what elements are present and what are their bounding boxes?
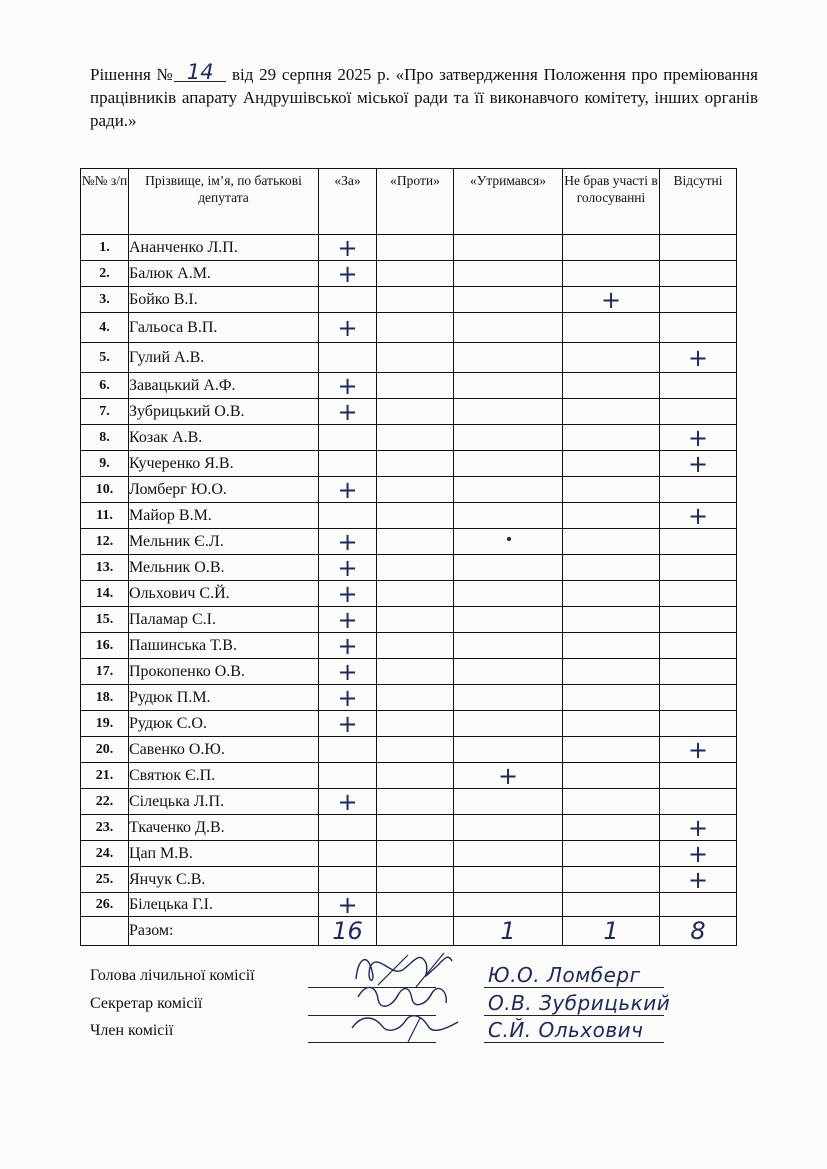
vote-cell-for	[319, 529, 377, 555]
vote-cell-abstain	[454, 529, 563, 555]
deputy-name: Янчук С.В.	[129, 867, 319, 893]
vote-cell-against	[377, 633, 454, 659]
vote-cell-absent	[660, 659, 737, 685]
deputy-name: Завацький А.Ф.	[129, 373, 319, 399]
vote-cell-against	[377, 789, 454, 815]
vote-cell-absent	[660, 529, 737, 555]
row-number: 2.	[81, 261, 129, 287]
vote-cell-not-voted	[563, 659, 660, 685]
vote-cell-not-voted	[563, 261, 660, 287]
vote-cell-for	[319, 373, 377, 399]
vote-cell-against	[377, 659, 454, 685]
row-number: 15.	[81, 607, 129, 633]
table-row	[81, 789, 737, 815]
vote-cell-for	[319, 399, 377, 425]
vote-cell-not-voted	[563, 235, 660, 261]
plus-mark-icon: +	[337, 372, 358, 399]
table-row	[81, 711, 737, 737]
plus-mark-icon: +	[687, 502, 709, 529]
vote-cell-against	[377, 685, 454, 711]
vote-cell-not-voted	[563, 343, 660, 373]
row-number: 14.	[81, 581, 129, 607]
row-number: 9.	[81, 451, 129, 477]
vote-cell-not-voted	[563, 841, 660, 867]
deputy-name: Ольхович С.Й.	[129, 581, 319, 607]
vote-cell-absent	[660, 685, 737, 711]
row-number: 24.	[81, 841, 129, 867]
vote-cell-abstain	[454, 685, 563, 711]
row-number: 22.	[81, 789, 129, 815]
vote-cell-absent	[660, 503, 737, 529]
deputy-name: Мельник О.В.	[129, 555, 319, 581]
table-row	[81, 529, 737, 555]
vote-cell-against	[377, 737, 454, 763]
vote-cell-for	[319, 763, 377, 789]
vote-cell-absent	[660, 399, 737, 425]
table-row	[81, 555, 737, 581]
row-number: 25.	[81, 867, 129, 893]
plus-mark-icon: +	[687, 424, 709, 451]
vote-cell-for	[319, 477, 377, 503]
plus-mark-icon: +	[337, 554, 358, 581]
deputy-name: Паламар С.І.	[129, 607, 319, 633]
row-number: 1.	[81, 235, 129, 261]
plus-mark-icon: +	[337, 260, 358, 287]
vote-cell-for	[319, 789, 377, 815]
vote-cell-abstain	[454, 789, 563, 815]
deputy-name: Савенко О.Ю.	[129, 737, 319, 763]
name-line	[484, 987, 664, 988]
vote-cell-absent	[660, 581, 737, 607]
vote-cell-for	[319, 581, 377, 607]
vote-cell-against	[377, 555, 454, 581]
deputy-name: Кучеренко Я.В.	[129, 451, 319, 477]
deputy-name: Рудюк С.О.	[129, 711, 319, 737]
vote-cell-not-voted	[563, 373, 660, 399]
vote-cell-abstain	[454, 399, 563, 425]
table-row	[81, 451, 737, 477]
vote-cell-abstain	[454, 893, 563, 917]
deputy-name: Пашинська Т.В.	[129, 633, 319, 659]
plus-mark-icon: +	[687, 840, 709, 867]
vote-cell-absent	[660, 555, 737, 581]
vote-cell-abstain	[454, 373, 563, 399]
table-row	[81, 867, 737, 893]
total-abstain: 1	[454, 917, 563, 946]
vote-cell-absent	[660, 313, 737, 343]
table-row	[81, 685, 737, 711]
signature-row-member	[90, 1018, 770, 1048]
vote-cell-abstain	[454, 581, 563, 607]
name-line	[484, 1042, 664, 1043]
vote-cell-abstain	[454, 287, 563, 313]
vote-cell-for	[319, 815, 377, 841]
vote-cell-against	[377, 399, 454, 425]
name-line	[484, 1015, 664, 1016]
vote-cell-abstain	[454, 607, 563, 633]
total-for: 16	[319, 917, 377, 946]
table-row	[81, 477, 737, 503]
vote-cell-not-voted	[563, 503, 660, 529]
vote-cell-against	[377, 815, 454, 841]
vote-cell-not-voted	[563, 529, 660, 555]
vote-cell-abstain	[454, 659, 563, 685]
table-row	[81, 633, 737, 659]
totals-row	[81, 917, 737, 946]
vote-cell-for	[319, 659, 377, 685]
vote-cell-against	[377, 607, 454, 633]
vote-cell-for	[319, 841, 377, 867]
vote-cell-not-voted	[563, 555, 660, 581]
deputy-name: Мельник Є.Л.	[129, 529, 319, 555]
plus-mark-icon: +	[687, 866, 709, 893]
deputy-name: Святюк Є.П.	[129, 763, 319, 789]
vote-cell-for	[319, 607, 377, 633]
vote-cell-not-voted	[563, 581, 660, 607]
vote-cell-not-voted	[563, 737, 660, 763]
vote-cell-for	[319, 867, 377, 893]
table-row	[81, 313, 737, 343]
plus-mark-icon: +	[337, 684, 358, 711]
totals-empty-cell	[81, 917, 129, 946]
plus-mark-icon: +	[687, 814, 709, 841]
vote-cell-not-voted	[563, 867, 660, 893]
header-for: «За»	[319, 169, 377, 235]
vote-cell-for	[319, 737, 377, 763]
header-row	[81, 169, 737, 235]
header-absent: Відсутні	[660, 169, 737, 235]
vote-cell-against	[377, 763, 454, 789]
handwritten-name: Ю.О. Ломберг	[488, 963, 641, 987]
vote-cell-abstain	[454, 737, 563, 763]
vote-cell-abstain	[454, 425, 563, 451]
plus-mark-icon: +	[337, 658, 358, 685]
vote-cell-not-voted	[563, 477, 660, 503]
vote-cell-abstain	[454, 503, 563, 529]
vote-cell-absent	[660, 373, 737, 399]
vote-cell-against	[377, 451, 454, 477]
totals-label: Разом:	[129, 917, 319, 946]
plus-mark-icon: +	[337, 234, 358, 261]
table-body	[81, 235, 737, 917]
total-not-voted: 1	[563, 917, 660, 946]
row-number: 5.	[81, 343, 129, 373]
vote-cell-for	[319, 685, 377, 711]
vote-cell-for	[319, 633, 377, 659]
vote-cell-not-voted	[563, 425, 660, 451]
signature-role: Голова лічильної комісії	[90, 967, 255, 984]
vote-cell-abstain	[454, 841, 563, 867]
vote-cell-for	[319, 503, 377, 529]
deputy-name: Ананченко Л.П.	[129, 235, 319, 261]
plus-mark-icon: +	[337, 710, 358, 737]
total-absent: 8	[660, 917, 737, 946]
vote-cell-absent	[660, 737, 737, 763]
row-number: 21.	[81, 763, 129, 789]
signature-role: Секретар комісії	[90, 995, 203, 1012]
plus-mark-icon: +	[337, 398, 358, 425]
vote-cell-for	[319, 261, 377, 287]
voting-table	[80, 168, 737, 946]
vote-cell-against	[377, 503, 454, 529]
vote-cell-not-voted	[563, 789, 660, 815]
vote-cell-absent	[660, 841, 737, 867]
vote-cell-not-voted	[563, 313, 660, 343]
vote-cell-against	[377, 287, 454, 313]
row-number: 23.	[81, 815, 129, 841]
row-number: 11.	[81, 503, 129, 529]
vote-cell-against	[377, 373, 454, 399]
row-number: 10.	[81, 477, 129, 503]
plus-mark-icon: +	[497, 762, 519, 789]
vote-cell-for	[319, 313, 377, 343]
row-number: 26.	[81, 893, 129, 917]
vote-cell-abstain	[454, 261, 563, 287]
row-number: 20.	[81, 737, 129, 763]
handwritten-name: О.В. Зубрицький	[488, 991, 671, 1015]
vote-cell-against	[377, 867, 454, 893]
plus-mark-icon: +	[337, 892, 358, 917]
row-number: 8.	[81, 425, 129, 451]
row-number: 17.	[81, 659, 129, 685]
deputy-name: Балюк А.М.	[129, 261, 319, 287]
signatures-block	[90, 963, 770, 1057]
table-row	[81, 287, 737, 313]
table-row	[81, 659, 737, 685]
table-row	[81, 893, 737, 917]
vote-cell-absent	[660, 425, 737, 451]
deputy-name: Прокопенко О.В.	[129, 659, 319, 685]
vote-cell-absent	[660, 451, 737, 477]
row-number: 16.	[81, 633, 129, 659]
plus-mark-icon: +	[600, 286, 622, 313]
signature-role: Член комісії	[90, 1022, 174, 1039]
vote-cell-against	[377, 841, 454, 867]
table-row	[81, 261, 737, 287]
vote-cell-against	[377, 343, 454, 373]
deputy-name: Майор В.М.	[129, 503, 319, 529]
vote-cell-not-voted	[563, 607, 660, 633]
row-number: 7.	[81, 399, 129, 425]
vote-cell-abstain	[454, 451, 563, 477]
plus-mark-icon: +	[337, 313, 358, 342]
vote-cell-not-voted	[563, 451, 660, 477]
ink-dot	[507, 537, 511, 541]
deputy-name: Гальоса В.П.	[129, 313, 319, 343]
vote-cell-not-voted	[563, 815, 660, 841]
deputy-name: Козак А.В.	[129, 425, 319, 451]
plus-mark-icon: +	[687, 343, 709, 372]
deputy-name: Ломберг Ю.О.	[129, 477, 319, 503]
plus-mark-icon: +	[687, 450, 709, 477]
vote-cell-against	[377, 893, 454, 917]
vote-cell-abstain	[454, 555, 563, 581]
vote-cell-against	[377, 581, 454, 607]
deputy-name: Гулий А.В.	[129, 343, 319, 373]
vote-cell-absent	[660, 763, 737, 789]
vote-cell-abstain	[454, 477, 563, 503]
plus-mark-icon: +	[337, 580, 358, 607]
vote-cell-not-voted	[563, 893, 660, 917]
handwritten-name: С.Й. Ольхович	[488, 1018, 644, 1042]
table-row	[81, 737, 737, 763]
deputy-name: Білецька Г.І.	[129, 893, 319, 917]
table-row	[81, 581, 737, 607]
vote-cell-absent	[660, 287, 737, 313]
vote-cell-against	[377, 261, 454, 287]
table-row	[81, 503, 737, 529]
vote-cell-abstain	[454, 711, 563, 737]
table-row	[81, 343, 737, 373]
row-number: 19.	[81, 711, 129, 737]
decision-title: від 29 серпня 2025 р. «Про затвердження Положення про преміювання працівників апарату Андрушівської міської ради та її виконавчого комітету, інших органів ради.»	[90, 65, 758, 130]
header-abstain: «Утримався»	[454, 169, 563, 235]
vote-cell-not-voted	[563, 633, 660, 659]
vote-cell-against	[377, 477, 454, 503]
total-against	[377, 917, 454, 946]
vote-cell-for	[319, 451, 377, 477]
vote-cell-for	[319, 343, 377, 373]
vote-cell-not-voted	[563, 399, 660, 425]
vote-cell-for	[319, 555, 377, 581]
plus-mark-icon: +	[337, 476, 358, 503]
decision-prefix: Рішення №	[90, 65, 175, 84]
vote-cell-abstain	[454, 633, 563, 659]
vote-cell-absent	[660, 867, 737, 893]
plus-mark-icon: +	[337, 632, 358, 659]
header-name: Прізвище, ім’я, по батькові депутата	[129, 169, 319, 235]
vote-cell-for	[319, 287, 377, 313]
vote-cell-absent	[660, 893, 737, 917]
vote-cell-abstain	[454, 867, 563, 893]
row-number: 13.	[81, 555, 129, 581]
vote-cell-absent	[660, 261, 737, 287]
table-row	[81, 373, 737, 399]
table-row	[81, 815, 737, 841]
deputy-name: Цап М.В.	[129, 841, 319, 867]
vote-cell-abstain	[454, 313, 563, 343]
vote-cell-for	[319, 711, 377, 737]
plus-mark-icon: +	[337, 788, 358, 815]
vote-cell-not-voted	[563, 685, 660, 711]
row-number: 12.	[81, 529, 129, 555]
vote-cell-against	[377, 711, 454, 737]
vote-cell-absent	[660, 711, 737, 737]
table-row	[81, 235, 737, 261]
vote-cell-absent	[660, 343, 737, 373]
deputy-name: Рудюк П.М.	[129, 685, 319, 711]
row-number: 6.	[81, 373, 129, 399]
vote-cell-abstain	[454, 815, 563, 841]
vote-cell-absent	[660, 477, 737, 503]
vote-cell-abstain	[454, 763, 563, 789]
table-row	[81, 841, 737, 867]
table-row	[81, 425, 737, 451]
vote-cell-for	[319, 425, 377, 451]
vote-cell-abstain	[454, 235, 563, 261]
plus-mark-icon: +	[337, 528, 358, 555]
vote-cell-against	[377, 313, 454, 343]
header-not-voted: Не брав участі в голосуванні	[563, 169, 660, 235]
vote-cell-for	[319, 893, 377, 917]
vote-cell-not-voted	[563, 287, 660, 313]
table-row	[81, 763, 737, 789]
decision-heading	[90, 60, 758, 132]
vote-cell-absent	[660, 235, 737, 261]
table-row	[81, 607, 737, 633]
vote-cell-against	[377, 529, 454, 555]
vote-cell-not-voted	[563, 763, 660, 789]
header-number: №№ з/п	[81, 169, 129, 235]
deputy-name: Зубрицький О.В.	[129, 399, 319, 425]
plus-mark-icon: +	[337, 606, 358, 633]
vote-cell-absent	[660, 607, 737, 633]
row-number: 3.	[81, 287, 129, 313]
vote-cell-for	[319, 235, 377, 261]
header-against: «Проти»	[377, 169, 454, 235]
plus-mark-icon: +	[687, 736, 709, 763]
vote-cell-absent	[660, 633, 737, 659]
vote-cell-not-voted	[563, 711, 660, 737]
table-row	[81, 399, 737, 425]
vote-cell-against	[377, 235, 454, 261]
deputy-name: Ткаченко Д.В.	[129, 815, 319, 841]
row-number: 4.	[81, 313, 129, 343]
decision-number: 14	[174, 63, 226, 82]
row-number: 18.	[81, 685, 129, 711]
deputy-name: Бойко В.І.	[129, 287, 319, 313]
vote-cell-against	[377, 425, 454, 451]
deputy-name: Сілецька Л.П.	[129, 789, 319, 815]
signature-scribble-icon	[348, 1004, 478, 1044]
vote-cell-abstain	[454, 343, 563, 373]
vote-cell-absent	[660, 789, 737, 815]
vote-cell-absent	[660, 815, 737, 841]
